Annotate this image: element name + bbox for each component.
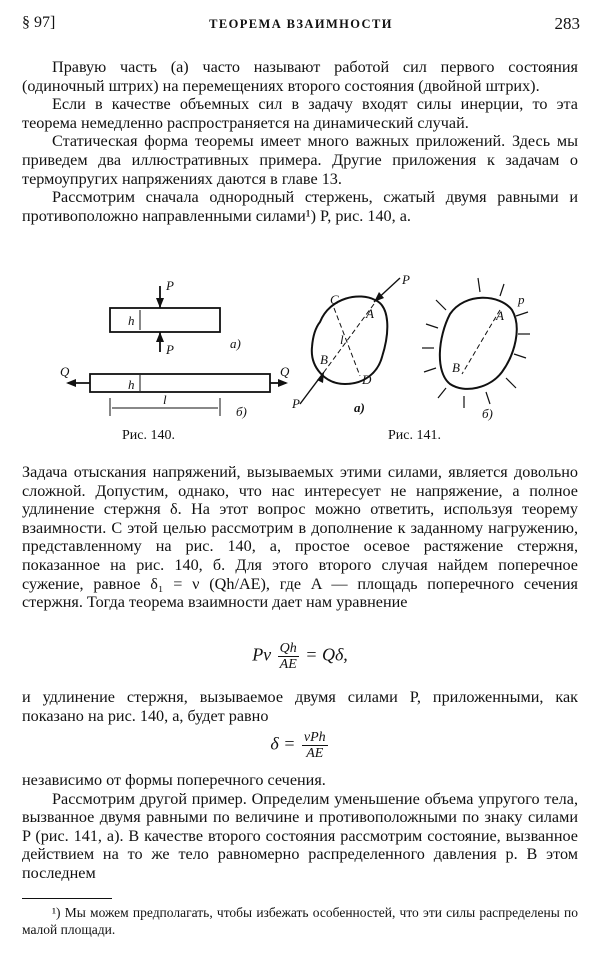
fig140-label-h-a: h [128,313,135,328]
page-number: 283 [554,14,580,33]
footnote-text: ¹) Мы можем предполагать, чтобы избежать особенностей, что эти силы распределены по малой площади. [22,905,578,937]
fig141-label-D: D [362,372,372,387]
fig141-label-l: l [340,332,344,347]
eq1-right: = Qδ, [305,644,348,665]
eq2-left: δ = [270,733,296,754]
paragraph: Задача отыскания напряжений, вызываемых этими силами, является довольно сложной. Допустим, однако, что нас интересует не напряжение, а полное удлинение стержня δ. На этот вопрос можно ответить, используя теорему взаимности. С этой целью рассмотрим в дополнение к заданному нагружению, представленному на рис. 140, a, простое осевое растяжение стержня, показанное на рис. 140, б. Для этого второго случая найдем поперечное сужение, равное δ₁ = ν (Qh/AE), где A — площадь поперечного сечения стержня. Тогда теорема взаимности дает нам уравнение [22,463,578,612]
paragraph: Рассмотрим сначала однородный стержень, сжатый двумя равными и противоположно направленными силами¹) P, рис. 140, a. [22,188,578,225]
figure-140 [60,278,290,428]
fig141-label-C: C [330,292,339,307]
figure-141 [290,272,560,424]
paragraph: независимо от формы поперечного сечения. [22,771,326,789]
text-block-bottom [22,771,578,883]
eq1-numerator: Qh [279,641,297,656]
eq1-left: Pν [252,644,272,665]
equation-1 [0,641,600,672]
fig140-label-a: а) [230,336,241,351]
paragraph: Правую часть (a) часто называют работой сил первого состояния (одиночный штрих) на перемещениях второго состояния (двойной штрих). [22,58,578,95]
fig141-label-A: A [366,306,374,321]
fig141-label-B: B [320,352,328,367]
eq2-denominator: AE [306,746,324,761]
fig140-label-h-b: h [128,377,135,392]
paragraph: и удлинение стержня, вызываемое двумя силами P, приложенными, как показано на рис. 140, a, будет равно [22,688,578,725]
fig141-label-B2: B [452,360,460,375]
eq1-denominator: AE [279,657,297,672]
paragraph: Если в качестве объемных сил в задачу входят силы инерции, то эта теорема немедленно распространяется на динамический случай. [22,95,578,132]
fig140-label-P-top: P [166,278,174,293]
eq2-fraction [302,730,328,761]
footnote [22,904,578,938]
eq2-numerator: νPh [303,730,326,745]
fig140-label-P-bottom: P [166,342,174,357]
bar-a [110,308,220,332]
running-title: ТЕОРЕМА ВЗАИМНОСТИ [209,17,393,31]
fig141-label-P-bottom: P [292,396,300,411]
fig141-label-a: а) [354,400,365,415]
text-block-top [22,58,578,225]
figure-141-caption: Рис. 141. [388,428,441,443]
page-header [22,14,580,38]
figure-140-caption: Рис. 140. [122,428,175,443]
fig141-label-P-top: P [402,272,410,287]
fig140-label-b: б) [236,404,247,419]
text-block-after-eq1 [22,688,578,725]
paragraph: Статическая форма теоремы имеет много важных приложений. Здесь мы приведем два иллюстративных примера. Другие приложения к задачам о термоупругих напряжениях даются в главе 13. [22,132,578,188]
footnote-rule [22,898,112,899]
text-block-mid [22,463,578,612]
fig140-label-Q-right: Q [280,364,290,379]
equation-2 [0,730,600,761]
body-a [312,296,388,384]
bar-b [90,374,270,392]
fig141-label-b: б) [482,406,493,421]
fig140-label-Q-left: Q [60,364,70,379]
body-b [440,298,517,389]
paragraph: Рассмотрим другой пример. Определим уменьшение объема упругого тела, вызванное двумя равными по величине и противоположными по знаку силами P (рис. 141, a). В качестве второго состояния рассмотрим состояние, вызванное действием на то же тело равномерно распределенного давления p. В этом последнем [22,789,578,882]
eq1-fraction [278,641,299,672]
section-mark: § 97] [22,14,56,31]
fig141-label-p: p [518,292,525,307]
fig141-label-A2: A [496,308,504,323]
fig140-label-l: l [163,392,167,407]
